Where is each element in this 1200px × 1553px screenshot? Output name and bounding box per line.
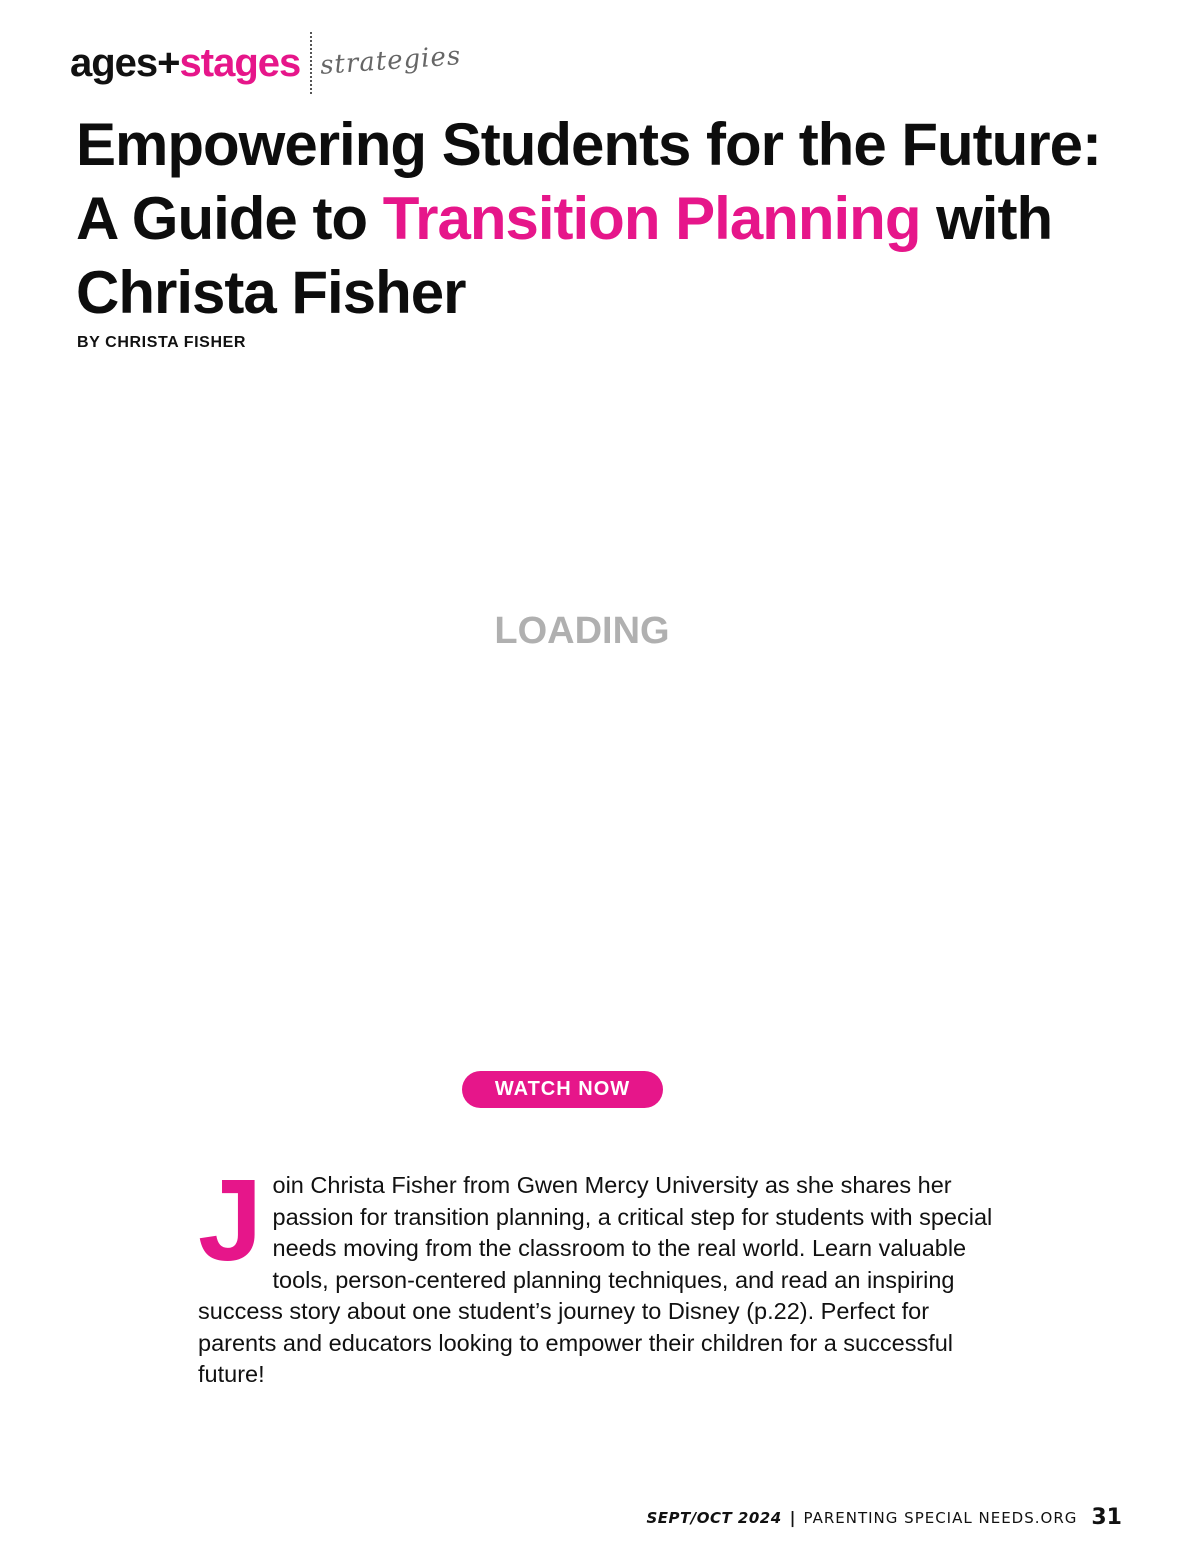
title-line-2-post: with xyxy=(920,185,1053,252)
page-number: 31 xyxy=(1091,1505,1122,1530)
footer-separator: | xyxy=(789,1508,796,1527)
title-line-3: Christa Fisher xyxy=(76,259,466,326)
loading-text: LOADING xyxy=(494,610,670,652)
intro-paragraph xyxy=(198,1155,1006,1391)
issue-date: SEPT/OCT 2024 xyxy=(646,1508,782,1527)
watch-now-button[interactable]: WATCH NOW xyxy=(462,1071,663,1108)
title-line-1: Empowering Students for the Future: xyxy=(76,111,1101,178)
brand-stages: stages xyxy=(179,40,301,85)
byline: BY CHRISTA FISHER xyxy=(77,334,247,351)
brand-divider xyxy=(310,32,312,94)
brand-ages: ages+ xyxy=(70,40,180,85)
intro-text: oin Christa Fisher from Gwen Mercy University as she shares her passion for transition planning, a critical step for students with special needs moving from the classroom to the real world. Learn valuable tools, person-centered planning techniques, and read an inspiring success story about one student’s journey to Disney (p.22). Perfect for parents and educators looking to empower their children for a successful future! xyxy=(198,1172,993,1387)
article-title xyxy=(76,108,1176,330)
title-line-2-pre: A Guide to xyxy=(76,185,383,252)
site-name: PARENTING SPECIAL NEEDS.ORG xyxy=(803,1508,1078,1527)
title-highlight: Transition Planning xyxy=(382,185,921,252)
section-label: strategies xyxy=(319,41,463,81)
brand-logo xyxy=(70,41,300,86)
drop-cap: J xyxy=(198,1155,263,1285)
section-brand xyxy=(70,32,462,94)
video-embed[interactable] xyxy=(0,380,1200,1060)
page-footer xyxy=(646,1505,1122,1530)
